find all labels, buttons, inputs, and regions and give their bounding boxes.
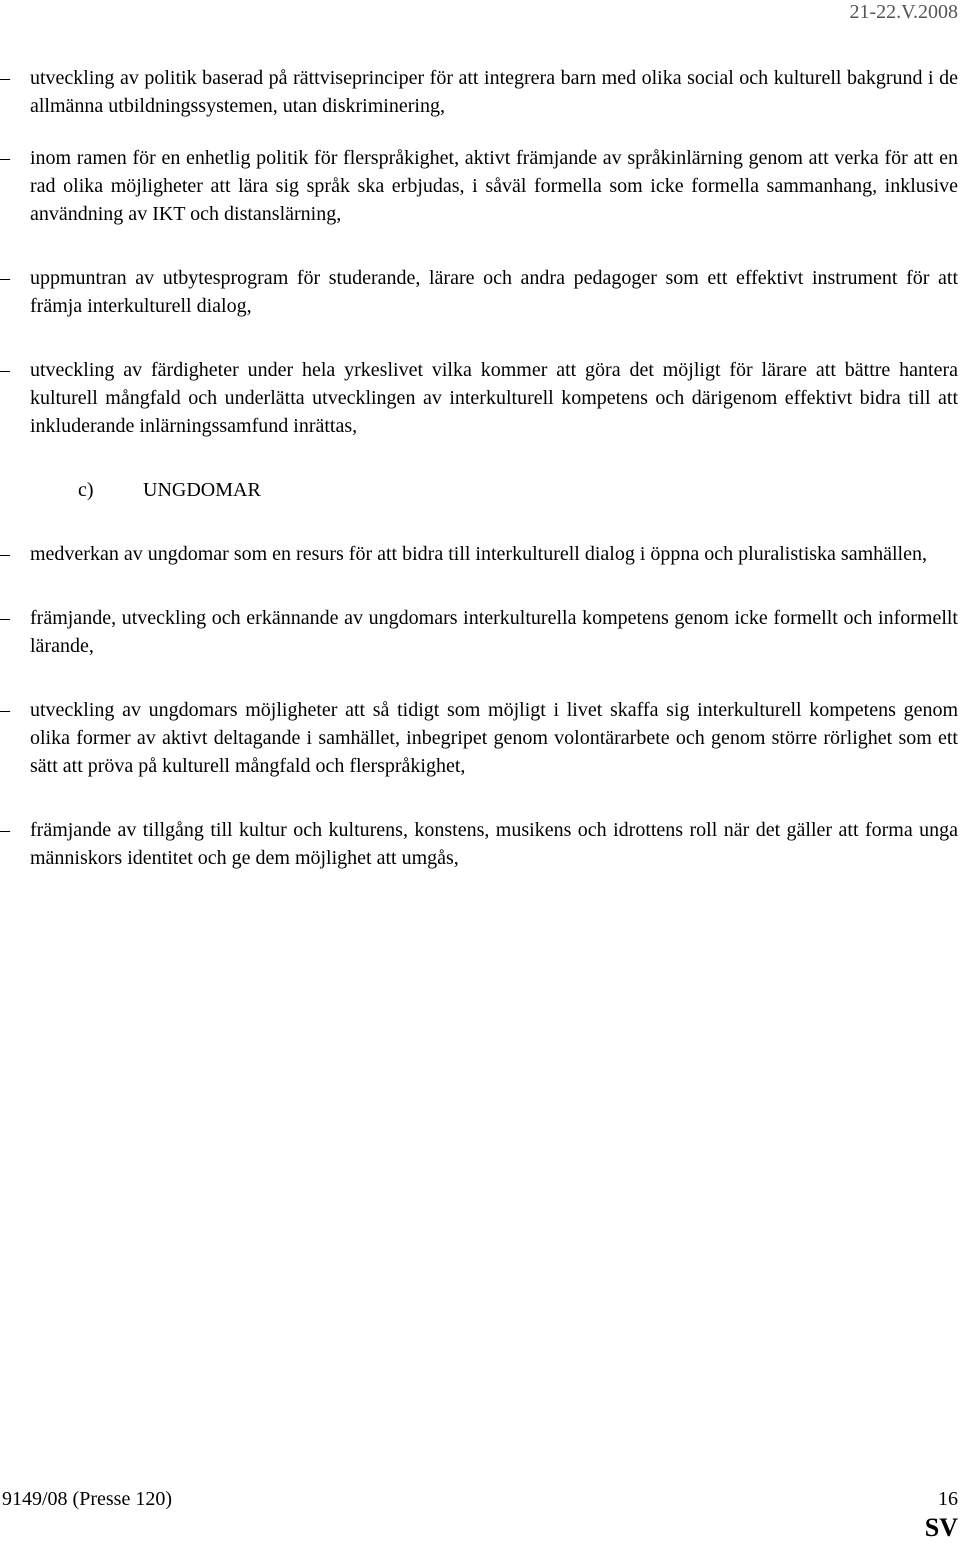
- page-number: 16: [938, 1488, 958, 1510]
- list-dash: –: [0, 699, 10, 721]
- list-dash: –: [0, 607, 10, 629]
- list-dash: –: [0, 359, 10, 381]
- footer-reference: 9149/08 (Presse 120): [2, 1488, 172, 1510]
- list-item-text: utveckling av politik baserad på rättviseprinciper för att integrera barn med olika social och kulturell bakgrund i de allmänna utbildningssystemen, utan diskriminering,: [30, 67, 958, 117]
- language-code: SV: [924, 1513, 958, 1542]
- list-item-text: uppmuntran av utbytesprogram för studerande, lärare och andra pedagoger som ett effektivt instrument för att främja interkulturell dialog,: [30, 267, 958, 317]
- section-letter: c): [78, 479, 94, 501]
- section-heading-c: [0, 476, 958, 504]
- list-item: [0, 816, 958, 872]
- list-dash: –: [0, 819, 10, 841]
- list-item: [0, 540, 958, 568]
- list-item-text: utveckling av färdigheter under hela yrkeslivet vilka kommer att göra det möjligt för lärare att bättre hantera kulturell mångfald och underlätta utvecklingen av interkulturell kompetens och därigenom effektivt bidra till att inkluderande inlärningssamfund inrättas,: [30, 359, 958, 437]
- list-dash: –: [0, 543, 10, 565]
- list-item: [0, 144, 958, 228]
- list-dash: –: [0, 267, 10, 289]
- list-item: [0, 64, 958, 120]
- section-title: UNGDOMAR: [143, 479, 261, 501]
- list-item: [0, 356, 958, 440]
- list-item-text: främjande av tillgång till kultur och kulturens, konstens, musikens och idrottens roll när det gäller att forma unga människors identitet och ge dem möjlighet att umgås,: [30, 819, 958, 869]
- header-date: 21-22.V.2008: [849, 1, 958, 23]
- list-item-text: utveckling av ungdomars möjligheter att så tidigt som möjligt i livet skaffa sig interkulturell kompetens genom olika former av aktivt deltagande i samhället, inbegripet genom volontärarbete och genom större rörlighet som ett sätt att pröva på kulturell mångfald och flerspråkighet,: [30, 699, 958, 777]
- list-item: [0, 264, 958, 320]
- list-item-text: främjande, utveckling och erkännande av ungdomars interkulturella kompetens genom icke formellt och informellt lärande,: [30, 607, 958, 657]
- list-item: [0, 604, 958, 660]
- list-dash: –: [0, 147, 10, 169]
- list-item-text: inom ramen för en enhetlig politik för flerspråkighet, aktivt främjande av språkinlärning genom att verka för att en rad olika möjligheter att lära sig språk ska erbjudas, i såväl formella som icke formella sammanhang, inklusive användning av IKT och distanslärning,: [30, 147, 958, 225]
- list-dash: –: [0, 67, 10, 89]
- list-item: [0, 696, 958, 780]
- document-body: [0, 64, 958, 872]
- list-item-text: medverkan av ungdomar som en resurs för att bidra till interkulturell dialog i öppna och pluralistiska samhällen,: [30, 543, 927, 565]
